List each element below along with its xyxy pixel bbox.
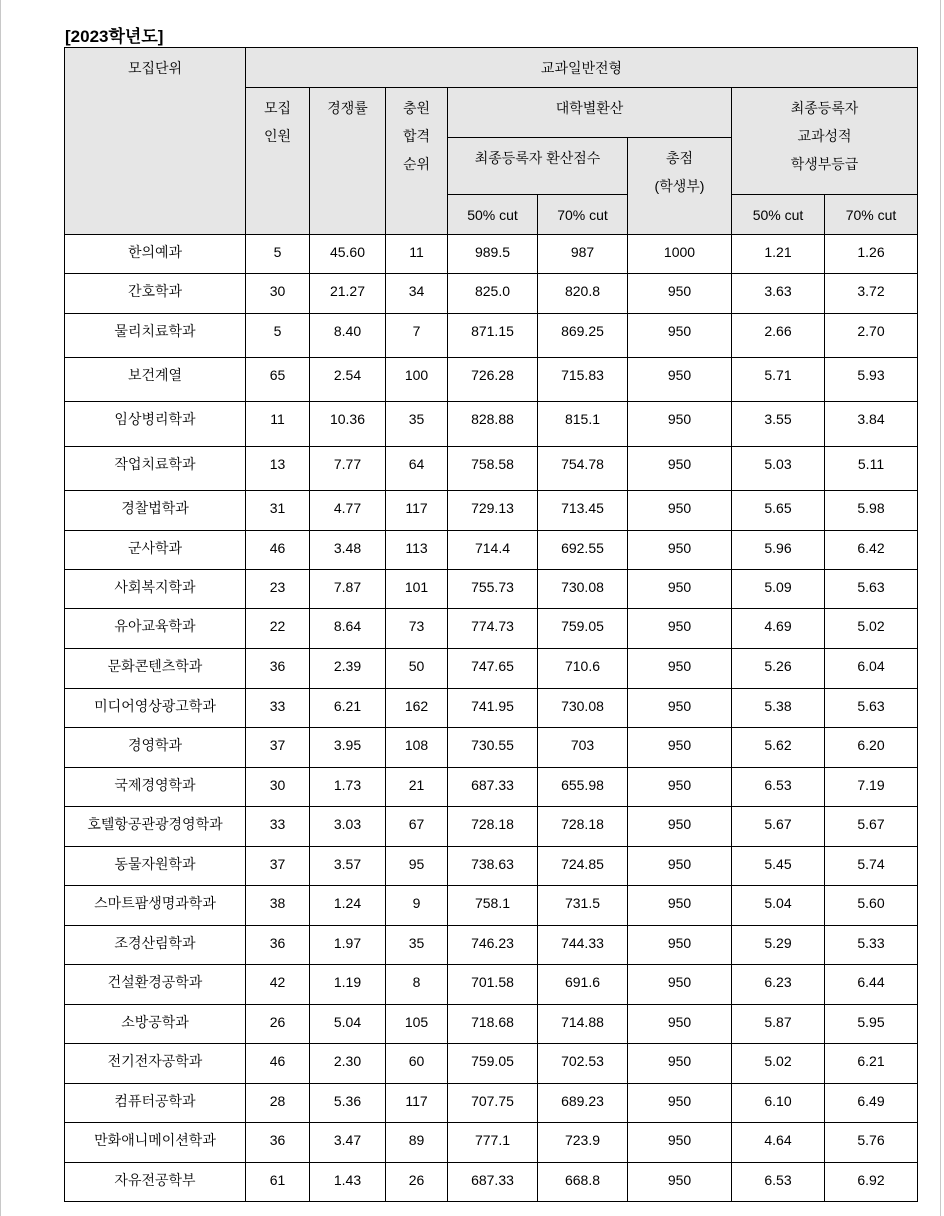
grade-50-cut: 4.69 xyxy=(732,609,825,649)
score-50-cut: 718.68 xyxy=(448,1005,538,1044)
waitlist-rank: 108 xyxy=(386,728,448,768)
grade-50-cut: 3.63 xyxy=(732,274,825,314)
score-70-cut: 710.6 xyxy=(538,649,628,689)
unit-name: 작업치료학과 xyxy=(65,447,246,491)
grade-70-cut: 5.11 xyxy=(825,447,918,491)
waitlist-rank: 67 xyxy=(386,807,448,847)
table-row xyxy=(65,886,918,926)
competition-rate: 1.24 xyxy=(310,886,386,926)
recruit-count: 31 xyxy=(246,491,310,531)
competition-rate: 2.54 xyxy=(310,358,386,402)
table-row xyxy=(65,274,918,314)
unit-name: 자유전공학부 xyxy=(65,1163,246,1202)
waitlist-rank: 105 xyxy=(386,1005,448,1044)
recruit-count: 26 xyxy=(246,1005,310,1044)
unit-name: 전기전자공학과 xyxy=(65,1044,246,1084)
competition-rate: 8.40 xyxy=(310,314,386,358)
competition-rate: 10.36 xyxy=(310,402,386,447)
score-50-cut: 828.88 xyxy=(448,402,538,447)
grade-70-cut: 5.95 xyxy=(825,1005,918,1044)
recruit-count: 37 xyxy=(246,847,310,886)
waitlist-rank: 9 xyxy=(386,886,448,926)
total-score: 1000 xyxy=(628,235,732,274)
unit-name: 문화콘텐츠학과 xyxy=(65,649,246,689)
unit-name: 유아교육학과 xyxy=(65,609,246,649)
grade-50-cut: 5.87 xyxy=(732,1005,825,1044)
recruit-count: 36 xyxy=(246,1123,310,1163)
grade-50-cut: 3.55 xyxy=(732,402,825,447)
score-70-cut: 815.1 xyxy=(538,402,628,447)
score-50-cut: 726.28 xyxy=(448,358,538,402)
recruit-count: 30 xyxy=(246,274,310,314)
score-70-cut: 759.05 xyxy=(538,609,628,649)
unit-name: 물리치료학과 xyxy=(65,314,246,358)
table-row xyxy=(65,491,918,531)
grade-50-cut: 5.09 xyxy=(732,570,825,609)
grade-50-cut: 5.02 xyxy=(732,1044,825,1084)
grade-70-cut: 5.76 xyxy=(825,1123,918,1163)
grade-70-cut: 6.92 xyxy=(825,1163,918,1202)
score-50-cut: 747.65 xyxy=(448,649,538,689)
grade-50-cut: 5.67 xyxy=(732,807,825,847)
total-score: 950 xyxy=(628,1123,732,1163)
recruit-count: 61 xyxy=(246,1163,310,1202)
waitlist-rank: 113 xyxy=(386,531,448,570)
score-50-cut: 871.15 xyxy=(448,314,538,358)
grade-70-cut: 5.33 xyxy=(825,926,918,965)
waitlist-rank: 73 xyxy=(386,609,448,649)
table-row xyxy=(65,768,918,807)
competition-rate: 7.77 xyxy=(310,447,386,491)
table-row xyxy=(65,1044,918,1084)
score-70-cut: 655.98 xyxy=(538,768,628,807)
grade-70-cut: 5.74 xyxy=(825,847,918,886)
score-70-cut: 714.88 xyxy=(538,1005,628,1044)
table-row xyxy=(65,965,918,1005)
competition-rate: 5.36 xyxy=(310,1084,386,1123)
recruit-count: 37 xyxy=(246,728,310,768)
total-score: 950 xyxy=(628,965,732,1005)
unit-name: 보건계열 xyxy=(65,358,246,402)
grade-70-cut: 5.60 xyxy=(825,886,918,926)
total-score: 950 xyxy=(628,314,732,358)
grade-70-cut: 3.72 xyxy=(825,274,918,314)
grade-70-cut: 6.20 xyxy=(825,728,918,768)
unit-name: 임상병리학과 xyxy=(65,402,246,447)
grade-70-cut: 6.04 xyxy=(825,649,918,689)
score-50-cut: 774.73 xyxy=(448,609,538,649)
recruit-count: 5 xyxy=(246,235,310,274)
score-70-cut: 723.9 xyxy=(538,1123,628,1163)
score-50-cut: 714.4 xyxy=(448,531,538,570)
recruit-count: 28 xyxy=(246,1084,310,1123)
total-score: 950 xyxy=(628,926,732,965)
score-50-cut: 989.5 xyxy=(448,235,538,274)
grade-50-cut: 5.96 xyxy=(732,531,825,570)
waitlist-rank: 101 xyxy=(386,570,448,609)
score-50-cut: 758.1 xyxy=(448,886,538,926)
score-70-cut: 820.8 xyxy=(538,274,628,314)
header-grade-70-cut: 70% cut xyxy=(825,195,918,235)
grade-50-cut: 5.26 xyxy=(732,649,825,689)
recruit-count: 46 xyxy=(246,1044,310,1084)
competition-rate: 8.64 xyxy=(310,609,386,649)
score-50-cut: 687.33 xyxy=(448,1163,538,1202)
total-score: 950 xyxy=(628,609,732,649)
grade-70-cut: 5.63 xyxy=(825,689,918,728)
header-final-score: 최종등록자 환산점수 xyxy=(448,138,628,195)
score-70-cut: 715.83 xyxy=(538,358,628,402)
table-row xyxy=(65,570,918,609)
score-50-cut: 746.23 xyxy=(448,926,538,965)
grade-70-cut: 5.63 xyxy=(825,570,918,609)
table-row xyxy=(65,847,918,886)
score-70-cut: 744.33 xyxy=(538,926,628,965)
waitlist-rank: 34 xyxy=(386,274,448,314)
grade-50-cut: 4.64 xyxy=(732,1123,825,1163)
competition-rate: 3.48 xyxy=(310,531,386,570)
header-waitlist: 충원 합격 순위 xyxy=(386,88,448,235)
header-competition: 경쟁률 xyxy=(310,88,386,235)
table-row xyxy=(65,402,918,447)
score-50-cut: 707.75 xyxy=(448,1084,538,1123)
score-70-cut: 668.8 xyxy=(538,1163,628,1202)
grade-70-cut: 1.26 xyxy=(825,235,918,274)
score-70-cut: 731.5 xyxy=(538,886,628,926)
table-row xyxy=(65,649,918,689)
score-70-cut: 730.08 xyxy=(538,570,628,609)
table-row xyxy=(65,314,918,358)
recruit-count: 65 xyxy=(246,358,310,402)
score-70-cut: 692.55 xyxy=(538,531,628,570)
score-70-cut: 728.18 xyxy=(538,807,628,847)
score-70-cut: 713.45 xyxy=(538,491,628,531)
unit-name: 미디어영상광고학과 xyxy=(65,689,246,728)
grade-50-cut: 6.53 xyxy=(732,768,825,807)
table-row xyxy=(65,447,918,491)
score-50-cut: 738.63 xyxy=(448,847,538,886)
grade-50-cut: 6.23 xyxy=(732,965,825,1005)
total-score: 950 xyxy=(628,886,732,926)
grade-50-cut: 5.65 xyxy=(732,491,825,531)
score-50-cut: 729.13 xyxy=(448,491,538,531)
unit-name: 한의예과 xyxy=(65,235,246,274)
table-row xyxy=(65,235,918,274)
score-70-cut: 869.25 xyxy=(538,314,628,358)
page-edge-right xyxy=(940,0,941,1216)
recruit-count: 36 xyxy=(246,926,310,965)
competition-rate: 3.95 xyxy=(310,728,386,768)
waitlist-rank: 8 xyxy=(386,965,448,1005)
grade-70-cut: 5.93 xyxy=(825,358,918,402)
total-score: 950 xyxy=(628,807,732,847)
waitlist-rank: 100 xyxy=(386,358,448,402)
recruit-count: 46 xyxy=(246,531,310,570)
recruit-count: 13 xyxy=(246,447,310,491)
total-score: 950 xyxy=(628,570,732,609)
waitlist-rank: 21 xyxy=(386,768,448,807)
waitlist-rank: 117 xyxy=(386,491,448,531)
total-score: 950 xyxy=(628,274,732,314)
score-50-cut: 687.33 xyxy=(448,768,538,807)
waitlist-rank: 89 xyxy=(386,1123,448,1163)
waitlist-rank: 117 xyxy=(386,1084,448,1123)
unit-name: 경찰법학과 xyxy=(65,491,246,531)
total-score: 950 xyxy=(628,728,732,768)
recruit-count: 30 xyxy=(246,768,310,807)
header-grade-50-cut: 50% cut xyxy=(732,195,825,235)
unit-name: 사회복지학과 xyxy=(65,570,246,609)
score-50-cut: 755.73 xyxy=(448,570,538,609)
recruit-count: 33 xyxy=(246,807,310,847)
total-score: 950 xyxy=(628,1084,732,1123)
grade-70-cut: 5.98 xyxy=(825,491,918,531)
grade-50-cut: 2.66 xyxy=(732,314,825,358)
score-70-cut: 689.23 xyxy=(538,1084,628,1123)
grade-50-cut: 1.21 xyxy=(732,235,825,274)
competition-rate: 45.60 xyxy=(310,235,386,274)
waitlist-rank: 7 xyxy=(386,314,448,358)
total-score: 950 xyxy=(628,1044,732,1084)
competition-rate: 1.73 xyxy=(310,768,386,807)
score-70-cut: 730.08 xyxy=(538,689,628,728)
unit-name: 경영학과 xyxy=(65,728,246,768)
grade-50-cut: 6.53 xyxy=(732,1163,825,1202)
grade-70-cut: 7.19 xyxy=(825,768,918,807)
score-50-cut: 701.58 xyxy=(448,965,538,1005)
score-70-cut: 754.78 xyxy=(538,447,628,491)
score-50-cut: 728.18 xyxy=(448,807,538,847)
table-row xyxy=(65,1005,918,1044)
header-unit: 모집단위 xyxy=(65,48,246,235)
score-50-cut: 758.58 xyxy=(448,447,538,491)
grade-70-cut: 6.42 xyxy=(825,531,918,570)
unit-name: 건설환경공학과 xyxy=(65,965,246,1005)
recruit-count: 36 xyxy=(246,649,310,689)
table-row xyxy=(65,807,918,847)
competition-rate: 2.39 xyxy=(310,649,386,689)
total-score: 950 xyxy=(628,531,732,570)
waitlist-rank: 26 xyxy=(386,1163,448,1202)
header-univ-conversion: 대학별환산 xyxy=(448,88,732,138)
grade-50-cut: 5.62 xyxy=(732,728,825,768)
grade-50-cut: 5.45 xyxy=(732,847,825,886)
score-50-cut: 759.05 xyxy=(448,1044,538,1084)
recruit-count: 23 xyxy=(246,570,310,609)
grade-70-cut: 6.44 xyxy=(825,965,918,1005)
grade-70-cut: 6.21 xyxy=(825,1044,918,1084)
table-row xyxy=(65,728,918,768)
grade-70-cut: 3.84 xyxy=(825,402,918,447)
table-row xyxy=(65,1163,918,1202)
score-70-cut: 987 xyxy=(538,235,628,274)
admission-results-table xyxy=(64,47,918,1202)
score-50-cut: 825.0 xyxy=(448,274,538,314)
recruit-count: 22 xyxy=(246,609,310,649)
competition-rate: 6.21 xyxy=(310,689,386,728)
score-70-cut: 703 xyxy=(538,728,628,768)
total-score: 950 xyxy=(628,1163,732,1202)
unit-name: 국제경영학과 xyxy=(65,768,246,807)
table-row xyxy=(65,926,918,965)
unit-name: 컴퓨터공학과 xyxy=(65,1084,246,1123)
waitlist-rank: 35 xyxy=(386,402,448,447)
grade-50-cut: 5.71 xyxy=(732,358,825,402)
waitlist-rank: 60 xyxy=(386,1044,448,1084)
recruit-count: 5 xyxy=(246,314,310,358)
grade-70-cut: 6.49 xyxy=(825,1084,918,1123)
unit-name: 간호학과 xyxy=(65,274,246,314)
grade-70-cut: 5.02 xyxy=(825,609,918,649)
table-row xyxy=(65,609,918,649)
table-row xyxy=(65,1084,918,1123)
score-70-cut: 691.6 xyxy=(538,965,628,1005)
table-row xyxy=(65,531,918,570)
unit-name: 스마트팜생명과학과 xyxy=(65,886,246,926)
unit-name: 군사학과 xyxy=(65,531,246,570)
waitlist-rank: 50 xyxy=(386,649,448,689)
competition-rate: 3.03 xyxy=(310,807,386,847)
header-final-grade: 최종등록자 교과성적 학생부등급 xyxy=(732,88,918,195)
competition-rate: 1.43 xyxy=(310,1163,386,1202)
total-score: 950 xyxy=(628,491,732,531)
total-score: 950 xyxy=(628,649,732,689)
page-edge-left xyxy=(0,0,1,1216)
table-body xyxy=(65,235,918,1202)
competition-rate: 2.30 xyxy=(310,1044,386,1084)
competition-rate: 21.27 xyxy=(310,274,386,314)
unit-name: 만화애니메이션학과 xyxy=(65,1123,246,1163)
competition-rate: 5.04 xyxy=(310,1005,386,1044)
unit-name: 호텔항공관광경영학과 xyxy=(65,807,246,847)
grade-50-cut: 5.03 xyxy=(732,447,825,491)
competition-rate: 1.19 xyxy=(310,965,386,1005)
recruit-count: 42 xyxy=(246,965,310,1005)
waitlist-rank: 64 xyxy=(386,447,448,491)
total-score: 950 xyxy=(628,1005,732,1044)
total-score: 950 xyxy=(628,847,732,886)
recruit-count: 11 xyxy=(246,402,310,447)
grade-70-cut: 5.67 xyxy=(825,807,918,847)
score-70-cut: 702.53 xyxy=(538,1044,628,1084)
total-score: 950 xyxy=(628,402,732,447)
table-row xyxy=(65,358,918,402)
competition-rate: 1.97 xyxy=(310,926,386,965)
total-score: 950 xyxy=(628,447,732,491)
grade-50-cut: 5.29 xyxy=(732,926,825,965)
table-row xyxy=(65,1123,918,1163)
score-70-cut: 724.85 xyxy=(538,847,628,886)
grade-50-cut: 5.38 xyxy=(732,689,825,728)
competition-rate: 3.47 xyxy=(310,1123,386,1163)
header-score-50-cut: 50% cut xyxy=(448,195,538,235)
waitlist-rank: 162 xyxy=(386,689,448,728)
unit-name: 소방공학과 xyxy=(65,1005,246,1044)
grade-50-cut: 5.04 xyxy=(732,886,825,926)
recruit-count: 33 xyxy=(246,689,310,728)
score-50-cut: 741.95 xyxy=(448,689,538,728)
header-recruit: 모집 인원 xyxy=(246,88,310,235)
page-title: [2023학년도] xyxy=(65,27,164,46)
score-50-cut: 777.1 xyxy=(448,1123,538,1163)
total-score: 950 xyxy=(628,358,732,402)
waitlist-rank: 95 xyxy=(386,847,448,886)
competition-rate: 7.87 xyxy=(310,570,386,609)
unit-name: 조경산림학과 xyxy=(65,926,246,965)
unit-name: 동물자원학과 xyxy=(65,847,246,886)
waitlist-rank: 11 xyxy=(386,235,448,274)
table-row xyxy=(65,689,918,728)
waitlist-rank: 35 xyxy=(386,926,448,965)
score-50-cut: 730.55 xyxy=(448,728,538,768)
header-track: 교과일반전형 xyxy=(246,48,918,88)
header-score-70-cut: 70% cut xyxy=(538,195,628,235)
competition-rate: 3.57 xyxy=(310,847,386,886)
total-score: 950 xyxy=(628,689,732,728)
header-total: 총점 (학생부) xyxy=(628,138,732,235)
competition-rate: 4.77 xyxy=(310,491,386,531)
total-score: 950 xyxy=(628,768,732,807)
recruit-count: 38 xyxy=(246,886,310,926)
grade-50-cut: 6.10 xyxy=(732,1084,825,1123)
grade-70-cut: 2.70 xyxy=(825,314,918,358)
